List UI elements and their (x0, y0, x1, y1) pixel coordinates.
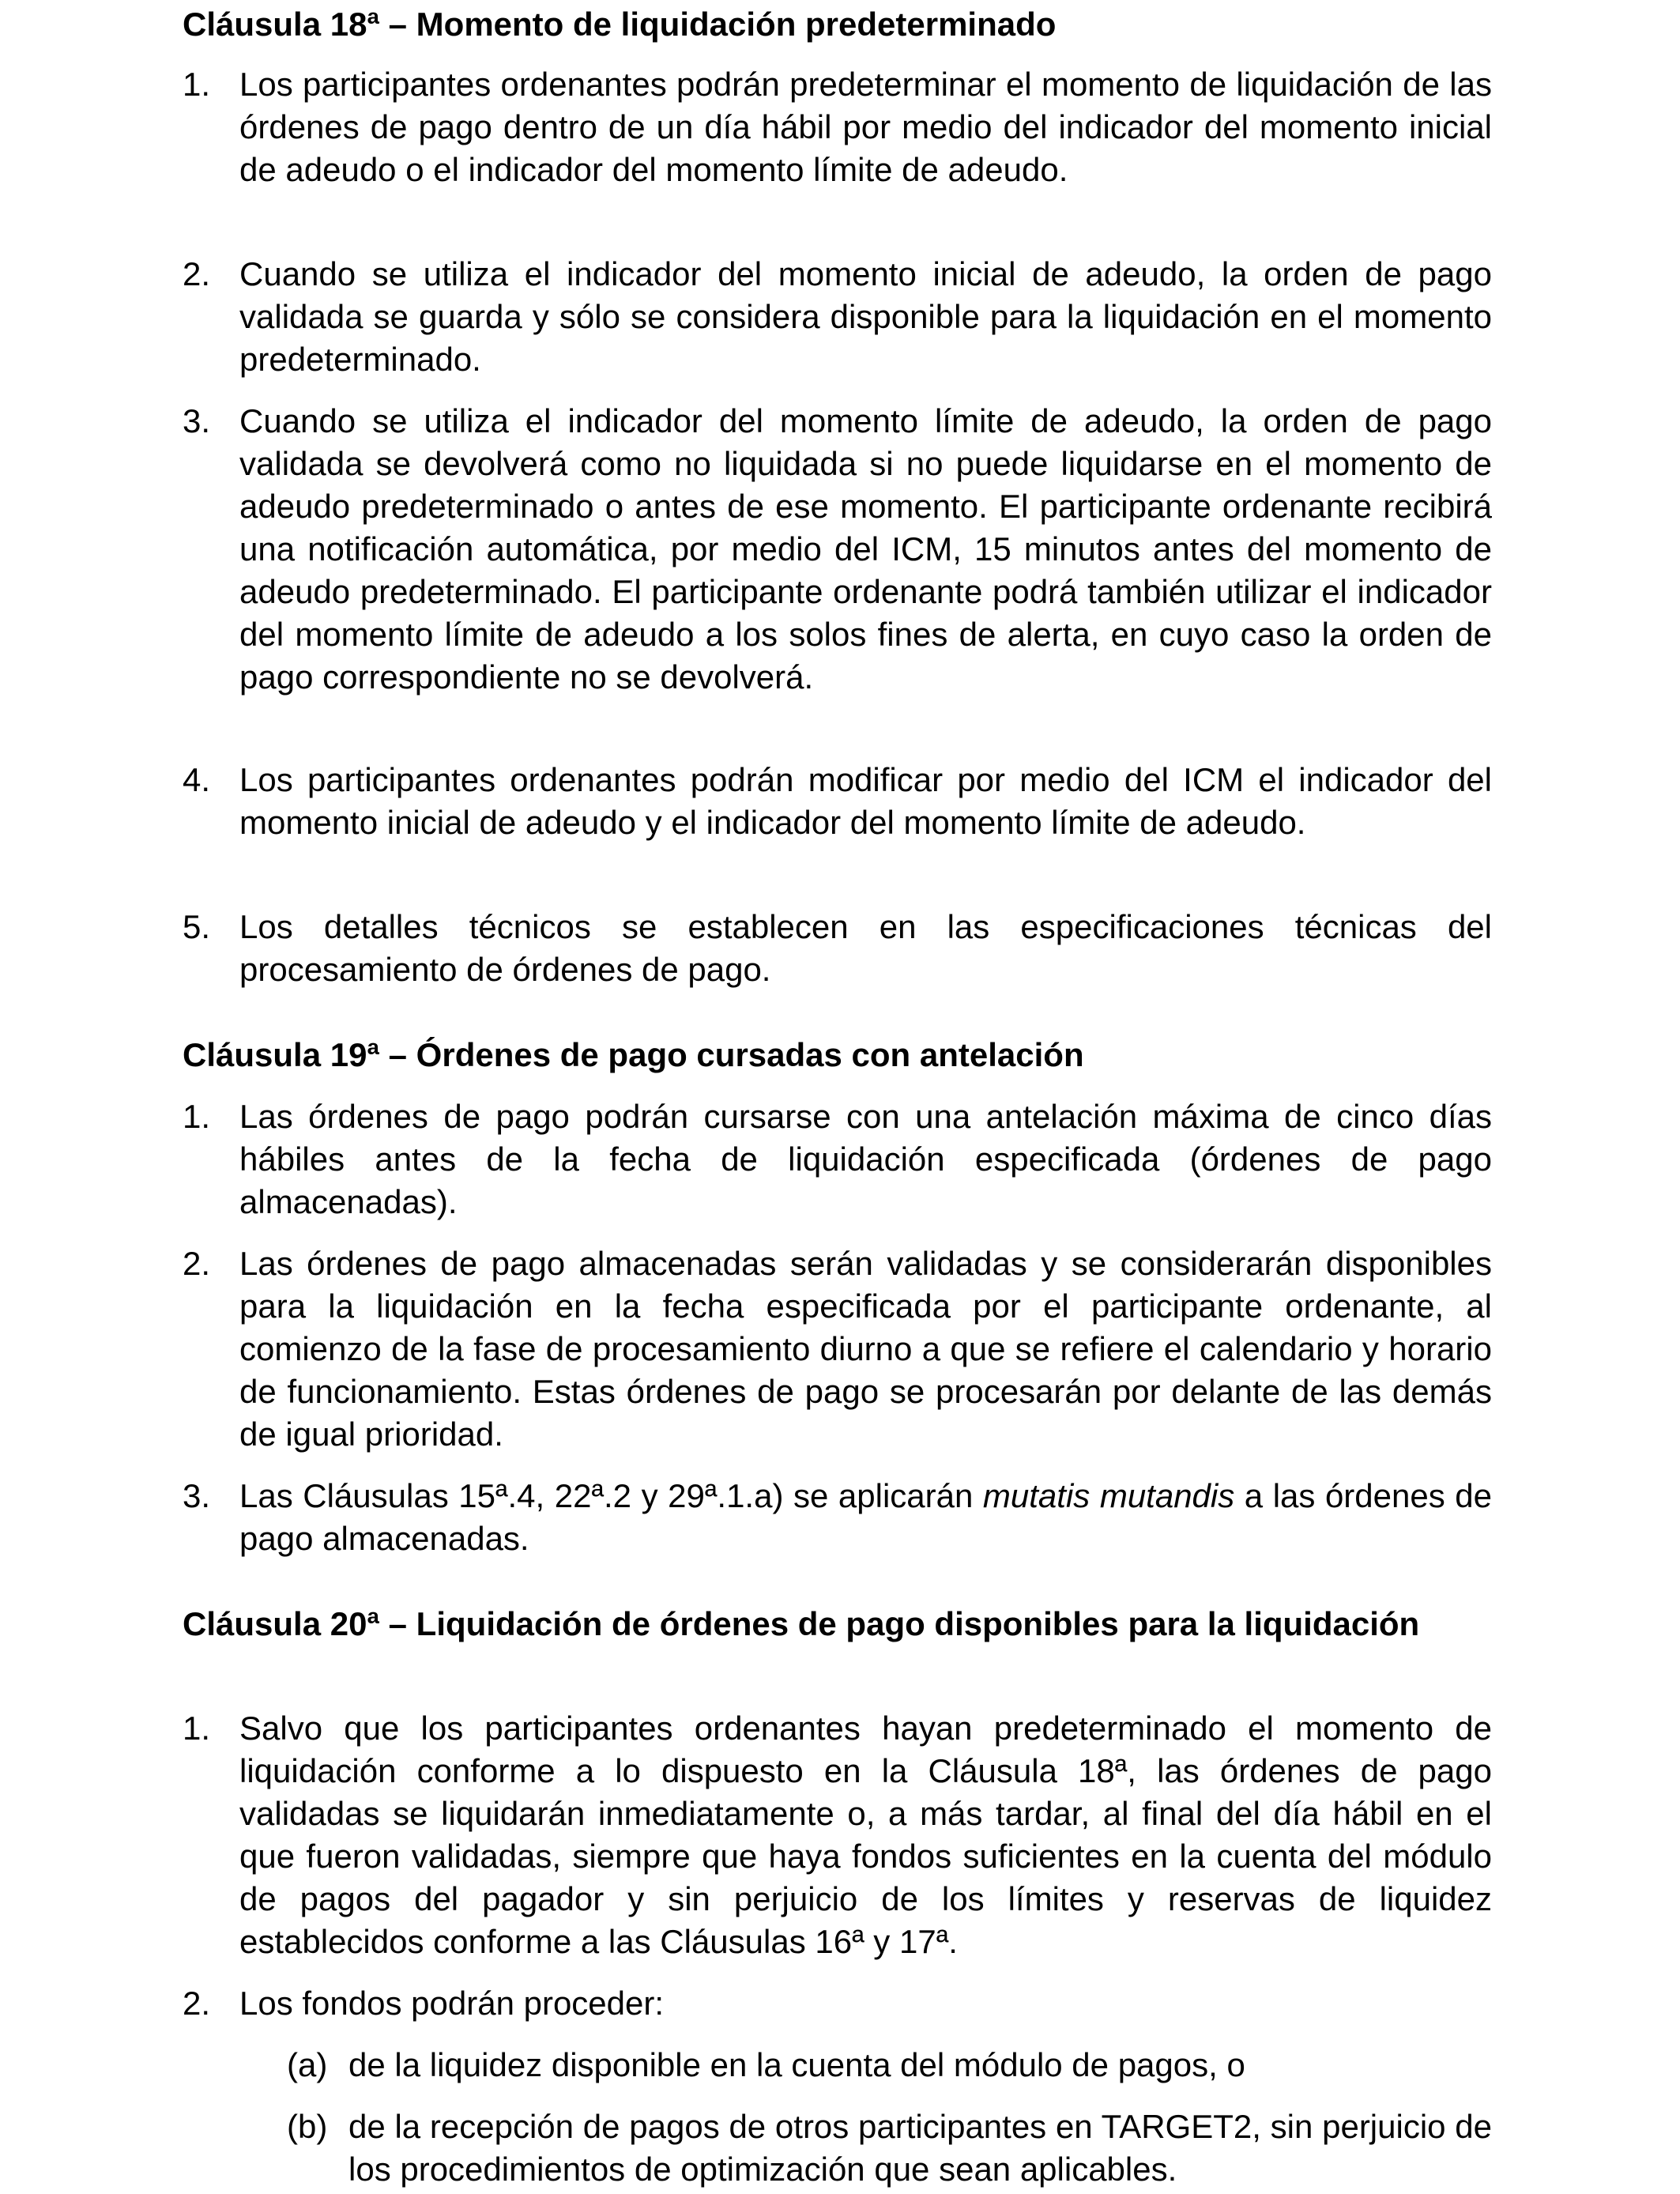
clause-19-item-2 (183, 1242, 1492, 1456)
item-number: 3. (183, 402, 211, 439)
item-text-start: Las Cláusulas 15ª.4, 22ª.2 y 29ª.1.a) se aplicarán (239, 1477, 983, 1514)
clause-19-heading: Cláusula 19ª – Órdenes de pago cursadas con antelación (183, 1036, 1084, 1073)
subitem-text: de la recepción de pagos de otros participantes en TARGET2, sin perjuicio de los procedimientos de optimización que sean aplicables. (348, 2108, 1492, 2188)
clause-20-item-1 (183, 1707, 1492, 1963)
item-text: Salvo que los participantes ordenantes hayan predeterminado el momento de liquidación conforme a lo dispuesto en la Cláusula 18ª, las órdenes de pago validadas se liquidarán inmediatamente o, a más tardar, al final del día hábil en el que fueron validadas, siempre que haya fondos suficientes en la cuenta del módulo de pagos del pagador y sin perjuicio de los límites y reservas de liquidez establecidos conforme a las Cláusulas 16ª y 17ª. (239, 1710, 1492, 1960)
item-number: 2. (183, 1985, 211, 2022)
item-text: Cuando se utiliza el indicador del momento límite de adeudo, la orden de pago validada se devolverá como no liquidada si no puede liquidarse en el momento de adeudo predeterminado o antes de ese momento. El participante ordenante recibirá una notificación automática, por medio del ICM, 15 minutos antes del momento de adeudo predeterminado. El participante ordenante podrá también utilizar el indicador del momento límite de adeudo a los solos fines de alerta, en cuyo caso la orden de pago correspondiente no se devolverá. (239, 402, 1492, 696)
clause-20-heading: Cláusula 20ª – Liquidación de órdenes de pago disponibles para la liquidación (183, 1605, 1420, 1642)
clause-20-item-2 (183, 1982, 1492, 2025)
item-text: Las órdenes de pago podrán cursarse con una antelación máxima de cinco días hábiles antes de la fecha de liquidación especificada (órdenes de pago almacenadas). (239, 1098, 1492, 1220)
item-number: 4. (183, 761, 211, 798)
item-text-end: a las órdenes de pago almacenadas. (239, 1477, 1492, 1557)
clause-19-item-1 (183, 1095, 1492, 1223)
item-text: Los participantes ordenantes podrán modificar por medio del ICM el indicador del momento inicial de adeudo y el indicador del momento límite de adeudo. (239, 761, 1492, 841)
subitem-letter: (b) (287, 2108, 328, 2145)
item-number: 1. (183, 1098, 211, 1135)
clause-18-item-2 (183, 253, 1492, 381)
item-number: 1. (183, 66, 211, 103)
clause-18-heading: Cláusula 18ª – Momento de liquidación predeterminado (183, 6, 1057, 43)
item-number: 3. (183, 1477, 211, 1514)
clause-19-item-3 (183, 1475, 1492, 1560)
item-text: Cuando se utiliza el indicador del momento inicial de adeudo, la orden de pago validada se guarda y sólo se considera disponible para la liquidación en el momento predeterminado. (239, 255, 1492, 378)
clause-20-subitem-a (183, 2044, 1492, 2087)
item-text: Los detalles técnicos se establecen en las especificaciones técnicas del procesamiento de órdenes de pago. (239, 908, 1492, 988)
item-number: 5. (183, 908, 211, 945)
item-text: Los fondos podrán proceder: (239, 1985, 665, 2022)
item-number: 2. (183, 1245, 211, 1282)
subitem-letter: (a) (287, 2046, 328, 2083)
item-text: Las órdenes de pago almacenadas serán validadas y se considerarán disponibles para la liquidación en la fecha especificada por el participante ordenante, al comienzo de la fase de procesamiento diurno a que se refiere el calendario y horario de funcionamiento. Estas órdenes de pago se procesarán por delante de las demás de igual prioridad. (239, 1245, 1492, 1453)
clause-18-item-1 (183, 63, 1492, 191)
clause-18-item-5 (183, 906, 1492, 991)
clause-18-item-3 (183, 400, 1492, 699)
item-text-italic: mutatis mutandis (982, 1477, 1235, 1514)
item-number: 2. (183, 255, 211, 292)
clause-18-item-4 (183, 759, 1492, 844)
item-text: Los participantes ordenantes podrán predeterminar el momento de liquidación de las órdenes de pago dentro de un día hábil por medio del indicador del momento inicial de adeudo o el indicador del momento límite de adeudo. (239, 66, 1492, 188)
clause-20-subitem-b (183, 2105, 1492, 2191)
subitem-text: de la liquidez disponible en la cuenta del módulo de pagos, o (348, 2046, 1245, 2083)
item-number: 1. (183, 1710, 211, 1747)
